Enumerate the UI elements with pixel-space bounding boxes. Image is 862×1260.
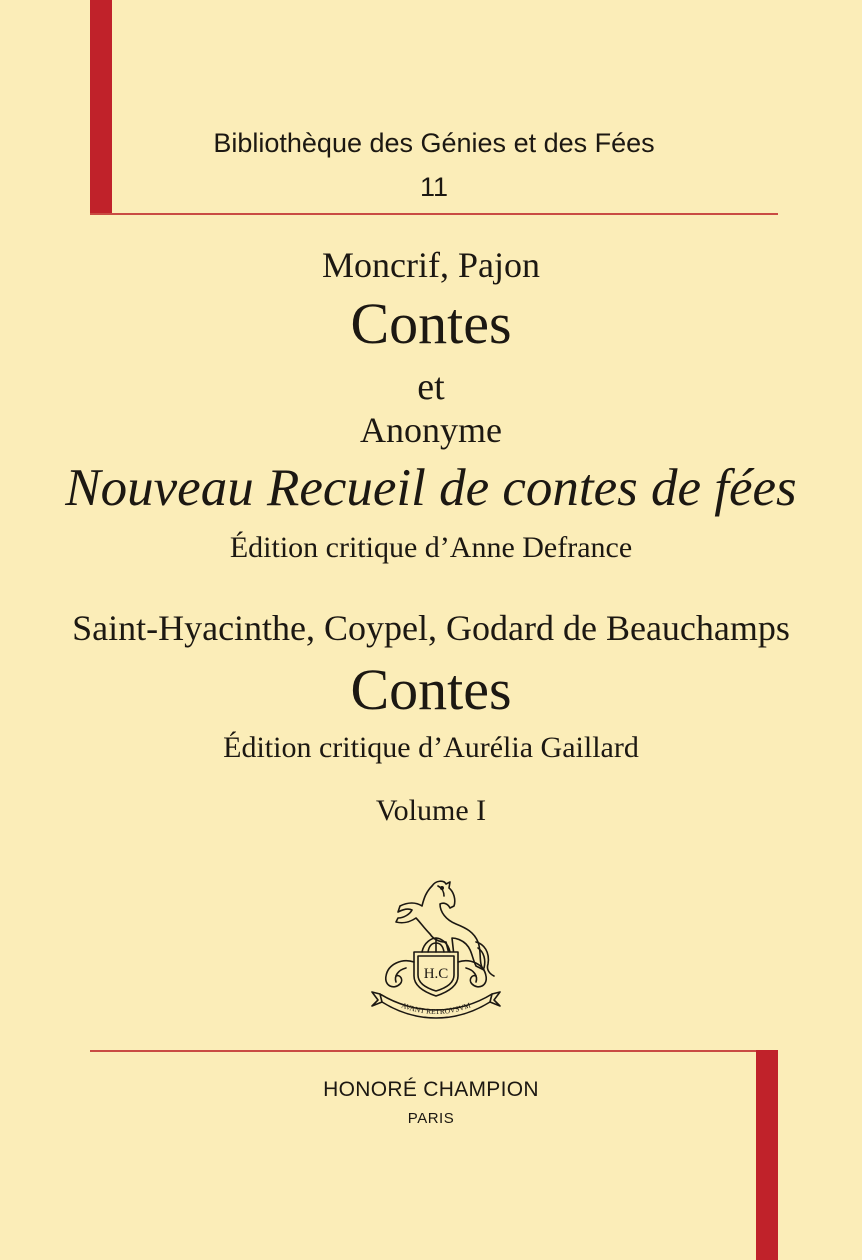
publisher-city: PARIS [407, 1110, 455, 1127]
title-contes-2: Contes [350, 657, 512, 722]
rearing-horse-crest-icon [366, 872, 506, 1022]
title-nouveau-recueil: Nouveau Recueil de contes de fées [65, 459, 797, 517]
emblem-monogram: H.C [423, 966, 449, 982]
publisher-name: HONORÉ CHAMPION [323, 1078, 539, 1101]
conjunction: et [417, 366, 445, 408]
series-number: 11 [419, 172, 449, 202]
volume-label: Volume I [375, 794, 487, 827]
bottom-divider [90, 1050, 778, 1052]
edition-credit-defrance: Édition critique d’Anne Defrance [229, 531, 633, 564]
authors-moncrif-pajon: Moncrif, Pajon [322, 245, 540, 285]
top-divider [90, 213, 778, 215]
emblem-motto: AVANT RETROVSVM [400, 1000, 472, 1017]
author-anonyme: Anonyme [360, 410, 502, 450]
title-contes-1: Contes [350, 291, 512, 356]
series-title: Bibliothèque des Génies et des Fées [213, 128, 655, 158]
edition-credit-gaillard: Édition critique d’Aurélia Gaillard [223, 731, 639, 764]
authors-saint-hyacinthe: Saint-Hyacinthe, Coypel, Godard de Beauchamps [72, 608, 790, 648]
